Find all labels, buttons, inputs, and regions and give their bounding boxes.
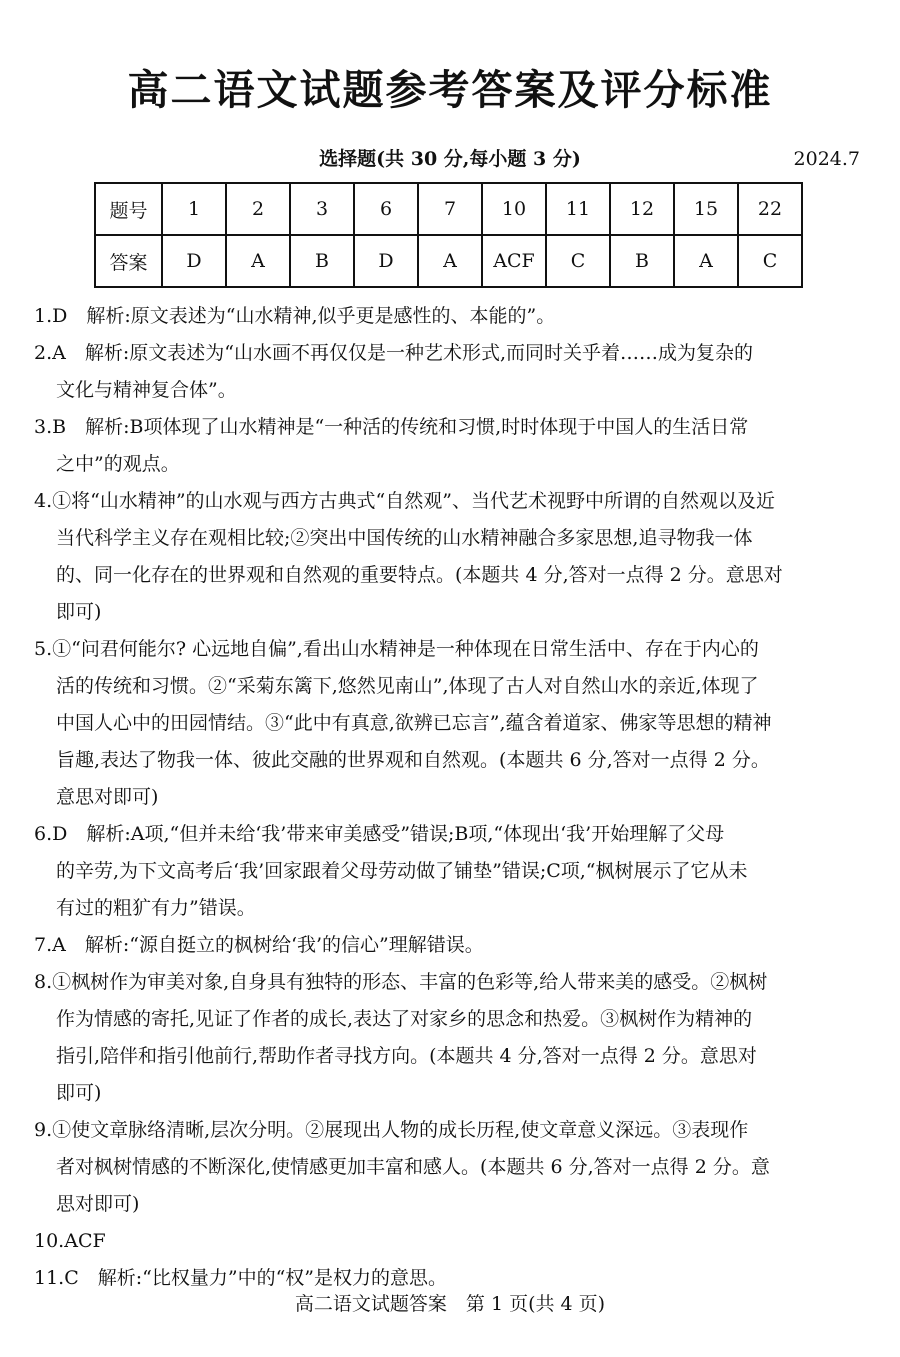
answer-item: [34, 298, 866, 335]
question-number-cell: 3: [290, 183, 354, 235]
answer-cell: C: [738, 235, 802, 287]
answer-cell: D: [162, 235, 226, 287]
question-number-cell: 1: [162, 183, 226, 235]
answer-item-line: 11.C 解析:“比权量力”中的“权”是权力的意思。: [34, 1267, 448, 1289]
answer-item: [34, 816, 866, 927]
question-number-row: [95, 183, 802, 235]
answer-item-line: 文化与精神复合体”。: [56, 379, 237, 401]
answer-item: [34, 483, 866, 631]
answer-item: [34, 335, 866, 409]
answer-item-line: 的、同一化存在的世界观和自然观的重要特点。(本题共 4 分,答对一点得 2 分。意思对: [56, 564, 783, 586]
answer-item-line: 作为情感的寄托,见证了作者的成长,表达了对家乡的思念和热爱。③枫树作为精神的: [56, 1008, 753, 1030]
answer-item: [34, 1223, 866, 1260]
answer-cell: C: [546, 235, 610, 287]
question-number-cell: 10: [482, 183, 546, 235]
answer-cell: A: [418, 235, 482, 287]
answer-item-line: 6.D 解析:A项,“但并未给‘我’带来审美感受”错误;B项,“体现出‘我’开始理解了父母: [34, 823, 725, 845]
question-number-cell: 6: [354, 183, 418, 235]
answer-row: [95, 235, 802, 287]
question-number-cell: 11: [546, 183, 610, 235]
answer-item-line: 者对枫树情感的不断深化,使情感更加丰富和感人。(本题共 6 分,答对一点得 2 分。意: [56, 1156, 770, 1178]
answer-item-line: 9.①使文章脉络清晰,层次分明。②展现出人物的成长历程,使文章意义深远。③表现作: [34, 1119, 749, 1141]
page-footer: 高二语文试题答案 第 1 页(共 4 页): [294, 1293, 606, 1315]
answer-item-line: 思对即可): [56, 1193, 140, 1215]
answer-item-line: 4.①将“山水精神”的山水观与西方古典式“自然观”、当代艺术视野中所谓的自然观以及近: [34, 490, 775, 512]
answer-item-line: 活的传统和习惯。②“采菊东篱下,悠然见南山”,体现了古人对自然山水的亲近,体现了: [56, 675, 759, 697]
answer-header: 答案: [95, 235, 162, 287]
answer-cell: A: [226, 235, 290, 287]
answer-item-line: 7.A 解析:“源自挺立的枫树给‘我’的信心”理解错误。: [34, 934, 484, 956]
answer-cell: B: [610, 235, 674, 287]
answer-item-line: 10.ACF: [34, 1230, 106, 1252]
exam-date: 2024.7: [793, 148, 860, 170]
answer-item-line: 旨趣,表达了物我一体、彼此交融的世界观和自然观。(本题共 6 分,答对一点得 2 分。: [56, 749, 770, 771]
question-number-cell: 15: [674, 183, 738, 235]
answer-item-line: 意思对即可): [56, 786, 159, 808]
answer-item: [34, 409, 866, 483]
answer-item-line: 的辛劳,为下文高考后‘我’回家跟着父母劳动做了铺垫”错误;C项,“枫树展示了它从未: [56, 860, 748, 882]
answer-cell: ACF: [482, 235, 546, 287]
answer-cell: D: [354, 235, 418, 287]
question-number-cell: 22: [738, 183, 802, 235]
answer-cell: B: [290, 235, 354, 287]
question-number-cell: 2: [226, 183, 290, 235]
answer-item-line: 8.①枫树作为审美对象,自身具有独特的形态、丰富的色彩等,给人带来美的感受。②枫树: [34, 971, 768, 993]
answer-item-line: 5.①“问君何能尔? 心远地自偏”,看出山水精神是一种体现在日常生活中、存在于内心的: [34, 638, 759, 660]
question-number-cell: 12: [610, 183, 674, 235]
answer-item-line: 3.B 解析:B项体现了山水精神是“一种活的传统和习惯,时时体现于中国人的生活日常: [34, 416, 749, 438]
section-subtitle: 选择题(共 30 分,每小题 3 分): [319, 148, 581, 170]
answer-table: [94, 182, 803, 288]
answer-item-line: 即可): [56, 601, 102, 623]
page-title: 高二语文试题参考答案及评分标准: [127, 66, 773, 114]
question-number-cell: 7: [418, 183, 482, 235]
answer-item-line: 之中”的观点。: [56, 453, 180, 475]
answer-item: [34, 1112, 866, 1223]
answer-item-line: 1.D 解析:原文表述为“山水精神,似乎更是感性的、本能的”。: [34, 305, 556, 327]
question-number-header: 题号: [95, 183, 162, 235]
answer-item: [34, 631, 866, 816]
answer-cell: A: [674, 235, 738, 287]
answer-item-line: 即可): [56, 1082, 102, 1104]
answer-item: [34, 927, 866, 964]
answer-item-line: 有过的粗犷有力”错误。: [56, 897, 256, 919]
answer-item: [34, 964, 866, 1112]
answer-explanations: [34, 298, 866, 1297]
answer-item-line: 指引,陪伴和指引他前行,帮助作者寻找方向。(本题共 4 分,答对一点得 2 分。意思对: [56, 1045, 757, 1067]
answer-item-line: 2.A 解析:原文表述为“山水画不再仅仅是一种艺术形式,而同时关乎着……成为复杂的: [34, 342, 754, 364]
answer-item-line: 中国人心中的田园情结。③“此中有真意,欲辨已忘言”,蕴含着道家、佛家等思想的精神: [56, 712, 772, 734]
answer-item-line: 当代科学主义存在观相比较;②突出中国传统的山水精神融合多家思想,追寻物我一体: [56, 527, 753, 549]
